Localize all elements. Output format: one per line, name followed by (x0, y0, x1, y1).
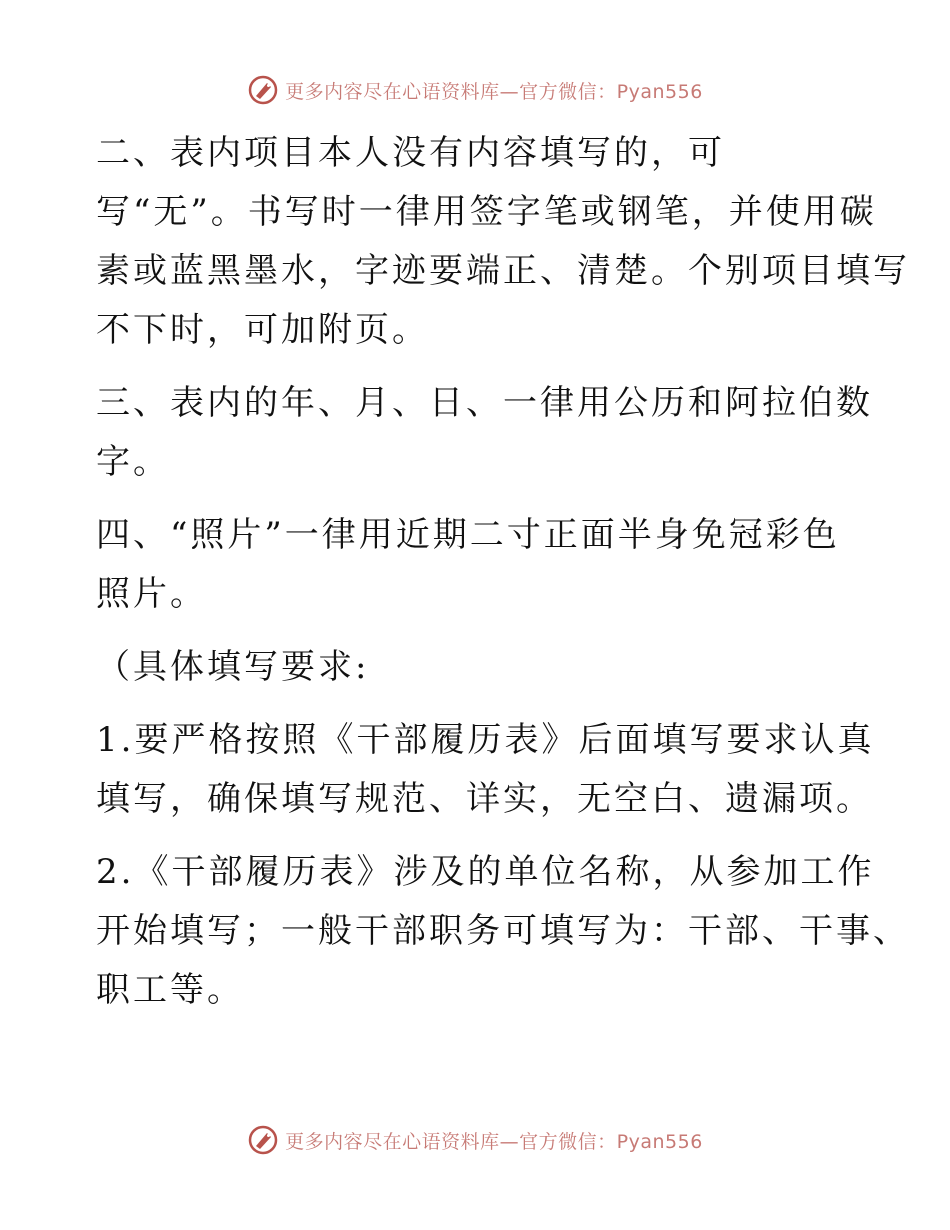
paragraph-requirements-heading (96, 638, 856, 697)
text-line: （具体填写要求: (96, 647, 370, 687)
text-line: 开始填写；一般干部职务可填写为：干部、干事、 (96, 911, 910, 951)
text-line: 四、“照片”一律用近期二寸正面半身免冠彩色 (96, 515, 840, 555)
text-line: 1.要严格按照《干部履历表》后面填写要求认真 (96, 720, 875, 760)
text-line: 填写，确保填写规范、详实，无空白、遗漏项。 (96, 779, 873, 819)
paragraph-requirement-1 (96, 711, 875, 829)
paragraph-item-4 (96, 506, 856, 624)
pen-nib-icon (247, 1124, 279, 1156)
text-line: 字。 (96, 442, 170, 482)
watermark-text: 更多内容尽在心语资料库—官方微信：Pyan556 (285, 1130, 703, 1153)
text-line: 二、表内项目本人没有内容填写的，可 (96, 133, 725, 173)
paragraph-item-3 (96, 374, 873, 492)
paragraph-requirement-2 (96, 843, 910, 1020)
document-body (96, 124, 910, 1020)
paragraph-item-2 (96, 124, 910, 360)
text-line: 三、表内的年、月、日、一律用公历和阿拉伯数 (96, 383, 873, 423)
text-line: 不下时，可加附页。 (96, 310, 429, 350)
watermark-header (0, 70, 950, 110)
watermark-footer (0, 1120, 950, 1160)
text-line: 2.《干部履历表》涉及的单位名称，从参加工作 (96, 852, 875, 892)
pen-nib-icon (247, 74, 279, 106)
text-line: 写“无”。书写时一律用签字笔或钢笔，并使用碳 (96, 192, 877, 232)
text-line: 职工等。 (96, 970, 244, 1010)
watermark-text: 更多内容尽在心语资料库—官方微信：Pyan556 (285, 80, 703, 103)
text-line: 素或蓝黑墨水，字迹要端正、清楚。个别项目填写 (96, 251, 910, 291)
text-line: 照片。 (96, 574, 207, 614)
